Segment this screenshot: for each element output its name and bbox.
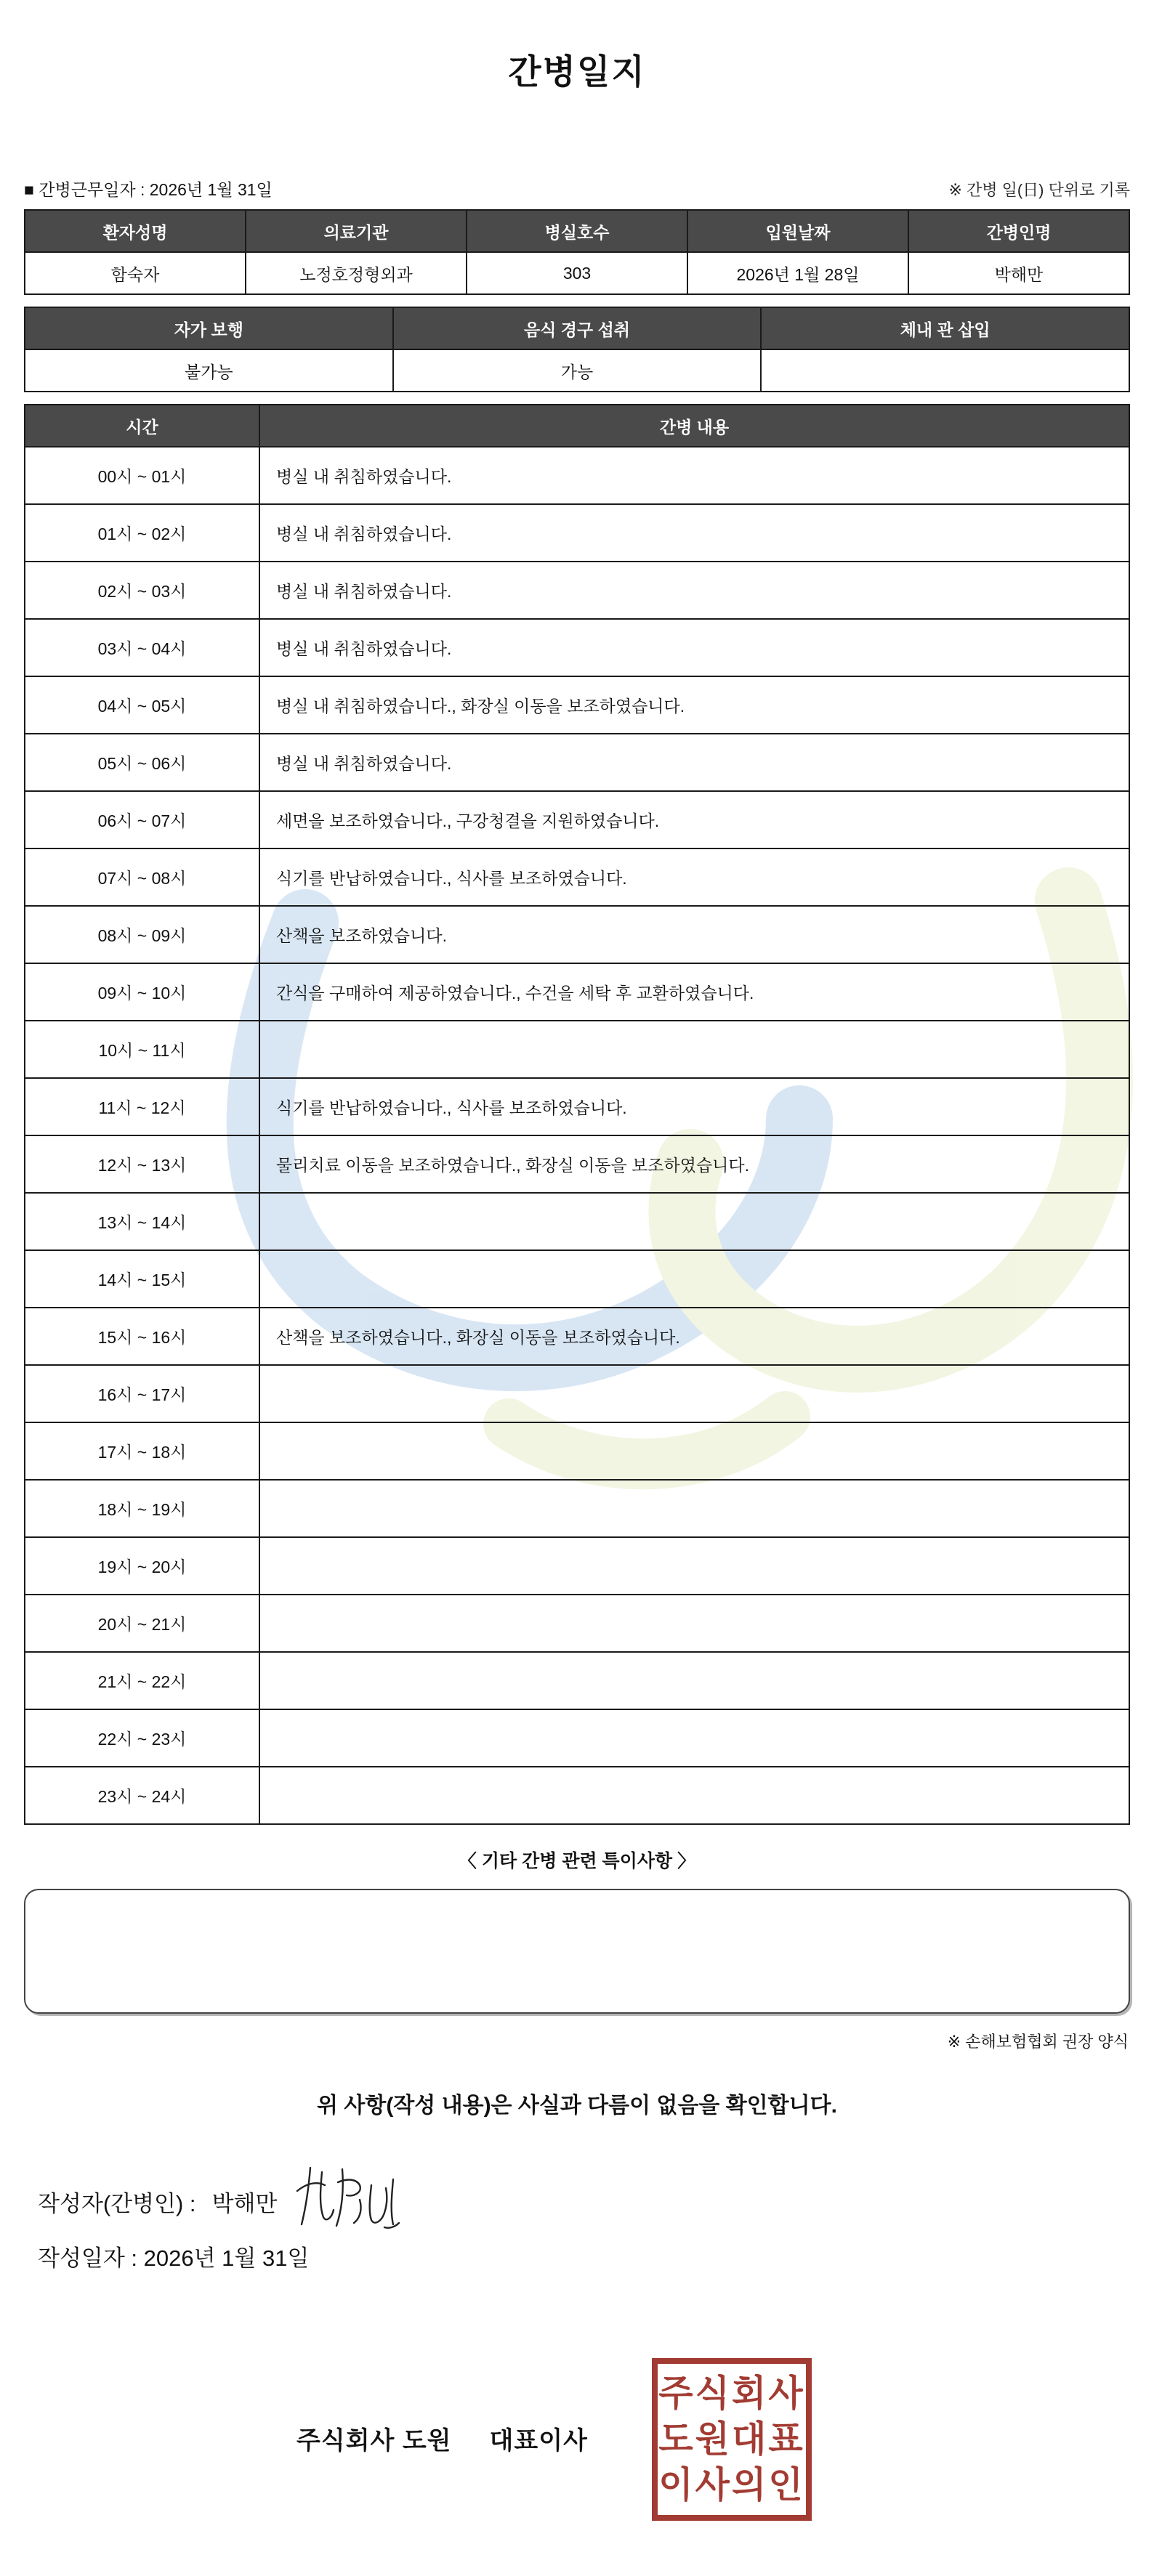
care-content: 산책을 보조하였습니다. <box>259 906 1129 963</box>
write-date-line <box>38 2240 1154 2272</box>
oral-intake-header: 음식 경구 섭취 <box>393 307 762 349</box>
care-time-slot: 23시 ~ 24시 <box>25 1767 259 1824</box>
company-title <box>296 2421 588 2456</box>
writer-label: 작성자(간병인) : <box>38 2190 196 2216</box>
care-log-row <box>25 906 1129 963</box>
care-log-row <box>25 447 1129 504</box>
write-date-label: 작성일자 : <box>38 2245 138 2271</box>
care-time-slot: 17시 ~ 18시 <box>25 1422 259 1480</box>
care-content: 병실 내 취침하였습니다. <box>259 562 1129 619</box>
room-number-value: 303 <box>467 252 687 294</box>
care-log-row <box>25 1480 1129 1537</box>
care-content: 병실 내 취침하였습니다. <box>259 447 1129 504</box>
oral-intake-value: 가능 <box>393 349 762 392</box>
care-time-slot: 19시 ~ 20시 <box>25 1537 259 1595</box>
care-content <box>259 1480 1129 1537</box>
care-content: 간식을 구매하여 제공하였습니다., 수건을 세탁 후 교환하였습니다. <box>259 963 1129 1021</box>
care-time-slot: 11시 ~ 12시 <box>25 1078 259 1135</box>
care-content <box>259 1709 1129 1767</box>
care-log-row <box>25 1250 1129 1308</box>
care-time-slot: 00시 ~ 01시 <box>25 447 259 504</box>
work-date-label: ■ 간병근무일자 : <box>24 180 145 199</box>
care-log-row <box>25 1193 1129 1250</box>
care-time-slot: 02시 ~ 03시 <box>25 562 259 619</box>
care-content <box>259 1422 1129 1480</box>
care-content <box>259 1365 1129 1422</box>
writer-line <box>38 2168 1154 2234</box>
care-log-row <box>25 1652 1129 1709</box>
care-content: 식기를 반납하였습니다., 식사를 보조하였습니다. <box>259 1078 1129 1135</box>
care-content: 세면을 보조하였습니다., 구강청결을 지원하였습니다. <box>259 791 1129 848</box>
record-unit-note: ※ 간병 일(日) 단위로 기록 <box>948 181 1130 199</box>
company-name: 주식회사 도원 <box>296 2427 452 2455</box>
care-log-row <box>25 1135 1129 1193</box>
confirmation-statement: 위 사항(작성 내용)은 사실과 다름이 없음을 확인합니다. <box>317 2094 837 2118</box>
care-content <box>259 1021 1129 1078</box>
remarks-box <box>24 1889 1130 2014</box>
work-date-line <box>24 177 273 201</box>
time-column-header: 시간 <box>25 405 259 447</box>
tube-insertion-value <box>761 349 1129 392</box>
admission-date-header: 입원날짜 <box>687 210 908 252</box>
care-content <box>259 1595 1129 1652</box>
care-content <box>259 1652 1129 1709</box>
self-walking-header: 자가 보행 <box>25 307 393 349</box>
care-time-slot: 21시 ~ 22시 <box>25 1652 259 1709</box>
medical-institution-value: 노정호정형외과 <box>246 252 467 294</box>
care-content <box>259 1767 1129 1824</box>
care-log-header-row <box>25 405 1129 447</box>
care-time-slot: 09시 ~ 10시 <box>25 963 259 1021</box>
stamp-line-3: 이사의인 <box>658 2464 805 2506</box>
care-log-row <box>25 1308 1129 1365</box>
care-log-row <box>25 619 1129 676</box>
stamp-line-2: 도원대표 <box>658 2418 805 2460</box>
admission-date-value: 2026년 1월 28일 <box>687 252 908 294</box>
company-role: 대표이사 <box>489 2427 588 2455</box>
work-date-row <box>24 177 1130 201</box>
care-log-row <box>25 676 1129 734</box>
care-log-row <box>25 1595 1129 1652</box>
patient-name-header: 환자성명 <box>25 210 246 252</box>
insurance-form-note: ※ 손해보험협회 권장 양식 <box>947 2033 1129 2051</box>
care-content: 산책을 보조하였습니다., 화장실 이동을 보조하였습니다. <box>259 1308 1129 1365</box>
work-date-value: 2026년 1월 31일 <box>149 180 273 199</box>
care-time-slot: 08시 ~ 09시 <box>25 906 259 963</box>
patient-status-table <box>24 307 1130 392</box>
care-time-slot: 20시 ~ 21시 <box>25 1595 259 1652</box>
care-log-row <box>25 791 1129 848</box>
patient-status-value-row <box>25 349 1129 392</box>
care-log-row <box>25 562 1129 619</box>
caregiver-name-header: 간병인명 <box>908 210 1129 252</box>
care-log-row <box>25 1422 1129 1480</box>
patient-info-table <box>24 209 1130 295</box>
company-row <box>0 2358 1154 2576</box>
care-time-slot: 10시 ~ 11시 <box>25 1021 259 1078</box>
stamp-line-1: 주식회사 <box>658 2373 805 2414</box>
care-content: 병실 내 취침하였습니다., 화장실 이동을 보조하였습니다. <box>259 676 1129 734</box>
care-log-row <box>25 1709 1129 1767</box>
care-log-row <box>25 1078 1129 1135</box>
care-content: 병실 내 취침하였습니다. <box>259 734 1129 791</box>
care-content: 식기를 반납하였습니다., 식사를 보조하였습니다. <box>259 848 1129 906</box>
care-log-row <box>25 504 1129 562</box>
care-content <box>259 1250 1129 1308</box>
care-time-slot: 12시 ~ 13시 <box>25 1135 259 1193</box>
care-time-slot: 04시 ~ 05시 <box>25 676 259 734</box>
care-content <box>259 1193 1129 1250</box>
care-log-row <box>25 1767 1129 1824</box>
writer-name: 박해만 <box>211 2190 278 2216</box>
care-content <box>259 1537 1129 1595</box>
care-content: 병실 내 취침하였습니다. <box>259 619 1129 676</box>
care-time-slot: 06시 ~ 07시 <box>25 791 259 848</box>
self-walking-value: 불가능 <box>25 349 393 392</box>
caregiver-name-value: 박해만 <box>908 252 1129 294</box>
care-content: 병실 내 취침하였습니다. <box>259 504 1129 562</box>
care-log-row <box>25 963 1129 1021</box>
care-content: 물리치료 이동을 보조하였습니다., 화장실 이동을 보조하였습니다. <box>259 1135 1129 1193</box>
page-title: 간병일지 <box>508 52 646 91</box>
care-content-column-header: 간병 내용 <box>259 405 1129 447</box>
care-time-slot: 13시 ~ 14시 <box>25 1193 259 1250</box>
care-log-row <box>25 848 1129 906</box>
care-log-row <box>25 734 1129 791</box>
care-log-row <box>25 1537 1129 1595</box>
remarks-title: 〈 기타 간병 관련 특이사항 〉 <box>458 1851 696 1871</box>
care-time-slot: 16시 ~ 17시 <box>25 1365 259 1422</box>
medical-institution-header: 의료기관 <box>246 210 467 252</box>
patient-status-header-row <box>25 307 1129 349</box>
corporate-seal-stamp <box>652 2358 812 2521</box>
patient-info-value-row <box>25 252 1129 294</box>
write-date-value: 2026년 1월 31일 <box>143 2245 310 2271</box>
care-time-slot: 14시 ~ 15시 <box>25 1250 259 1308</box>
care-time-slot: 22시 ~ 23시 <box>25 1709 259 1767</box>
care-time-slot: 01시 ~ 02시 <box>25 504 259 562</box>
care-log-row <box>25 1021 1129 1078</box>
patient-info-header-row <box>25 210 1129 252</box>
care-log-row <box>25 1365 1129 1422</box>
care-time-slot: 07시 ~ 08시 <box>25 848 259 906</box>
room-number-header: 병실호수 <box>467 210 687 252</box>
care-time-slot: 03시 ~ 04시 <box>25 619 259 676</box>
care-log-table <box>24 404 1130 1825</box>
signature-icon <box>290 2163 406 2230</box>
care-table-body <box>25 447 1129 1824</box>
care-time-slot: 18시 ~ 19시 <box>25 1480 259 1537</box>
care-time-slot: 05시 ~ 06시 <box>25 734 259 791</box>
patient-name-value: 함숙자 <box>25 252 246 294</box>
tube-insertion-header: 체내 관 삽입 <box>761 307 1129 349</box>
care-time-slot: 15시 ~ 16시 <box>25 1308 259 1365</box>
